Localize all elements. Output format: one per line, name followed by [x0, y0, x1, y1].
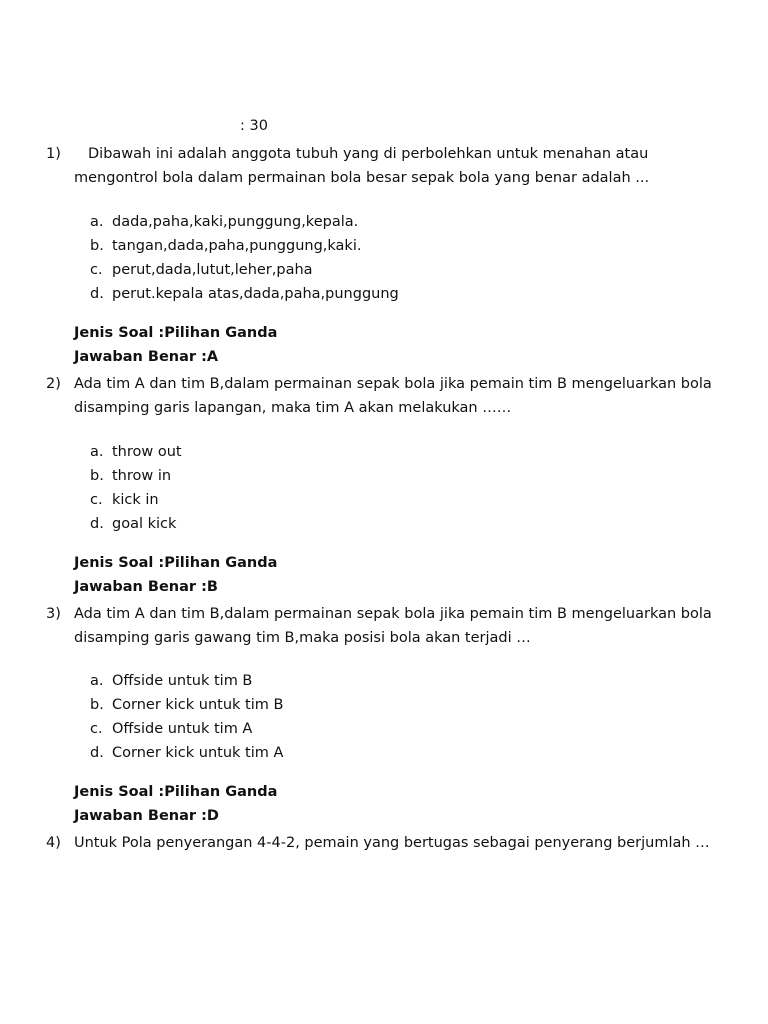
correct-answer-label: Jawaban Benar :A — [74, 349, 219, 365]
option-c — [0, 717, 768, 741]
question-type-label: Jenis Soal :Pilihan Ganda — [74, 784, 278, 800]
option-text: Offside untuk tim A — [112, 721, 253, 737]
option-letter: a. — [90, 673, 104, 689]
question-number: 3) — [46, 606, 61, 622]
option-letter: c. — [90, 492, 103, 508]
option-text: Corner kick untuk tim B — [112, 697, 284, 713]
option-text: Offside untuk tim B — [112, 673, 253, 689]
option-a — [0, 669, 768, 693]
question-text: Ada tim A dan tim B,dalam permainan sepak bola jika pemain tim B mengeluarkan bola disamping garis lapangan, maka tim A akan melakukan …… — [74, 376, 712, 416]
option-b — [0, 464, 768, 488]
option-a — [0, 210, 768, 234]
question-text: Dibawah ini adalah anggota tubuh yang di perbolehkan untuk menahan atau mengontrol bola dalam permainan bola besar sepak bola yang benar adalah ... — [74, 146, 650, 186]
option-c — [0, 258, 768, 282]
option-b — [0, 234, 768, 258]
option-text: dada,paha,kaki,punggung,kepala. — [112, 214, 359, 230]
option-text: throw in — [112, 468, 172, 484]
correct-answer-label: Jawaban Benar :D — [74, 808, 219, 824]
option-d — [0, 282, 768, 306]
option-text: kick in — [112, 492, 159, 508]
question-type-label: Jenis Soal :Pilihan Ganda — [74, 555, 278, 571]
option-letter: a. — [90, 444, 104, 460]
option-letter: b. — [90, 238, 104, 254]
option-letter: d. — [90, 516, 104, 532]
option-letter: c. — [90, 721, 103, 737]
option-letter: a. — [90, 214, 104, 230]
question-number: 2) — [46, 376, 61, 392]
option-letter: b. — [90, 697, 104, 713]
question-number: 1) — [46, 146, 61, 162]
question-text: Untuk Pola penyerangan 4-4-2, pemain yang bertugas sebagai penyerang berjumlah … — [74, 835, 710, 851]
option-text: perut.kepala atas,dada,paha,punggung — [112, 286, 399, 302]
option-letter: d. — [90, 286, 104, 302]
option-c — [0, 488, 768, 512]
question-count: : 30 — [240, 118, 268, 134]
option-text: Corner kick untuk tim A — [112, 745, 284, 761]
option-a — [0, 440, 768, 464]
option-d — [0, 512, 768, 536]
option-d — [0, 741, 768, 765]
question-text: Ada tim A dan tim B,dalam permainan sepak bola jika pemain tim B mengeluarkan bola disamping garis gawang tim B,maka posisi bola akan terjadi … — [74, 606, 712, 646]
question-type-label: Jenis Soal :Pilihan Ganda — [74, 325, 278, 341]
option-letter: b. — [90, 468, 104, 484]
option-b — [0, 693, 768, 717]
question-number: 4) — [46, 835, 61, 851]
option-letter: c. — [90, 262, 103, 278]
option-text: tangan,dada,paha,punggung,kaki. — [112, 238, 362, 254]
option-text: perut,dada,lutut,leher,paha — [112, 262, 313, 278]
option-text: goal kick — [112, 516, 177, 532]
option-text: throw out — [112, 444, 182, 460]
option-letter: d. — [90, 745, 104, 761]
correct-answer-label: Jawaban Benar :B — [74, 579, 218, 595]
